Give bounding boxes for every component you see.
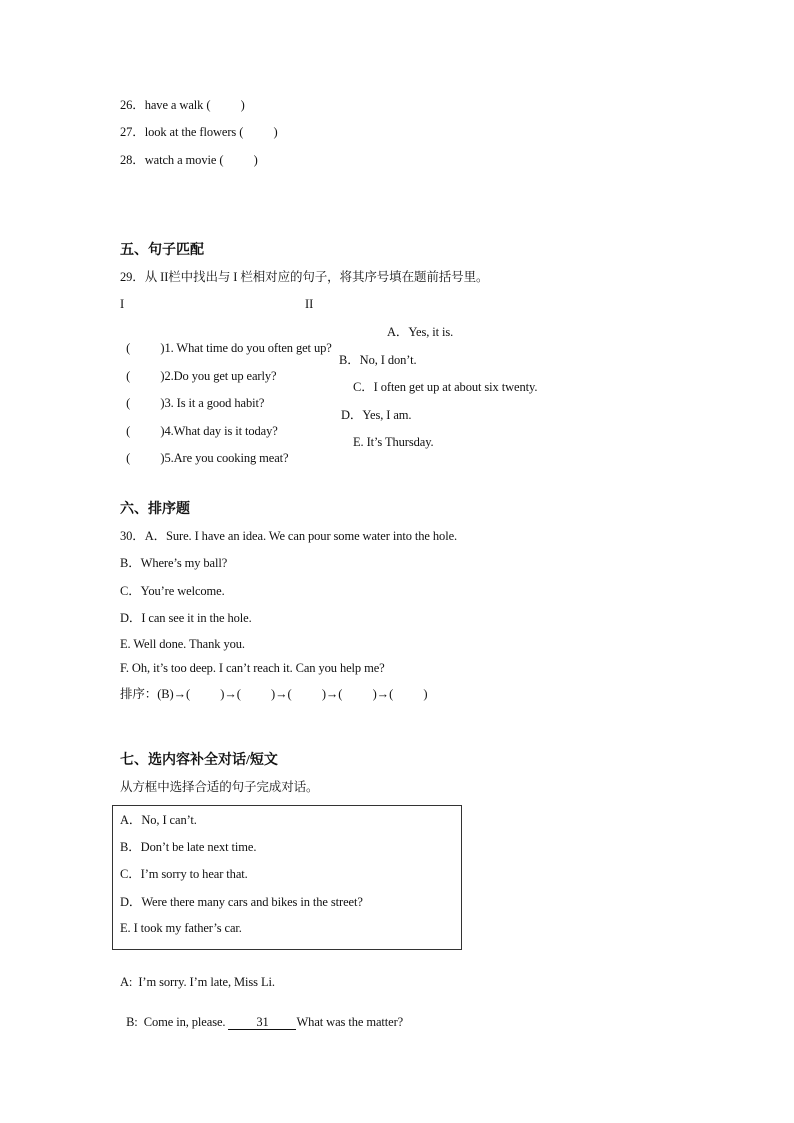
option-item: B．Don’t be late next time.	[120, 840, 257, 854]
ordering-line: B．Where’s my ball?	[120, 556, 228, 570]
ordering-line: C．You’re welcome.	[120, 584, 225, 598]
match-row	[120, 434, 434, 482]
option-item: E. I took my father’s car.	[120, 921, 242, 935]
dialogue-line-b	[120, 998, 403, 1030]
match-row-right: E. It’s Thursday.	[353, 435, 434, 449]
ordering-line: 30．A．Sure. I have an idea. We can pour some water into the hole.	[120, 529, 458, 543]
ordering-line: F. Oh, it’s too deep. I can’t reach it. Can you help me?	[120, 661, 385, 675]
match-row-left: ( )5.Are you cooking meat?	[126, 451, 289, 465]
question-27: 27．look at the flowers ( )	[120, 125, 278, 139]
section-5-heading: 五、句子匹配	[120, 243, 204, 258]
match-row-right: D．Yes, I am.	[341, 408, 412, 422]
dialogue-line-b-suffix: What was the matter?	[296, 1015, 404, 1029]
section-6-heading: 六、排序题	[120, 502, 190, 517]
match-row-left: ( )1. What time do you often get up?	[126, 341, 332, 355]
option-item: A．No, I can’t.	[120, 813, 197, 827]
option-item: D．Were there many cars and bikes in the street?	[120, 895, 363, 909]
match-row-left: ( )4.What day is it today?	[126, 424, 278, 438]
match-row-right: C．I often get up at about six twenty.	[353, 380, 538, 394]
answer-blank-31[interactable]: 31	[228, 1015, 296, 1030]
section-7-instruction: 从方框中选择合适的句子完成对话。	[120, 780, 319, 794]
column-i-label: I	[120, 297, 125, 311]
ordering-answer-line: 排序：(B)→( )→( )→( )→( )→( )	[120, 687, 428, 701]
dialogue-line-b-prefix: B: Come in, please.	[126, 1015, 229, 1029]
ordering-line: E. Well done. Thank you.	[120, 637, 245, 651]
option-item: C．I’m sorry to hear that.	[120, 867, 248, 881]
match-row-left: ( )3. Is it a good habit?	[126, 396, 265, 410]
match-row-left: ( )2.Do you get up early?	[126, 369, 277, 383]
question-29-instruction: 29．从 II栏中找出与 I 栏相对应的句子，将其序号填在题前括号里。	[120, 270, 489, 284]
section-7-heading: 七、选内容补全对话/短文	[120, 753, 278, 768]
ordering-line: D．I can see it in the hole.	[120, 611, 252, 625]
dialogue-line-a: A: I’m sorry. I’m late, Miss Li.	[120, 975, 275, 989]
match-row-right: A．Yes, it is.	[387, 325, 454, 339]
column-ii-label: II	[305, 297, 314, 311]
question-28: 28．watch a movie ( )	[120, 153, 258, 167]
match-row-right: B．No, I don’t.	[339, 353, 417, 367]
question-26: 26．have a walk ( )	[120, 98, 245, 112]
